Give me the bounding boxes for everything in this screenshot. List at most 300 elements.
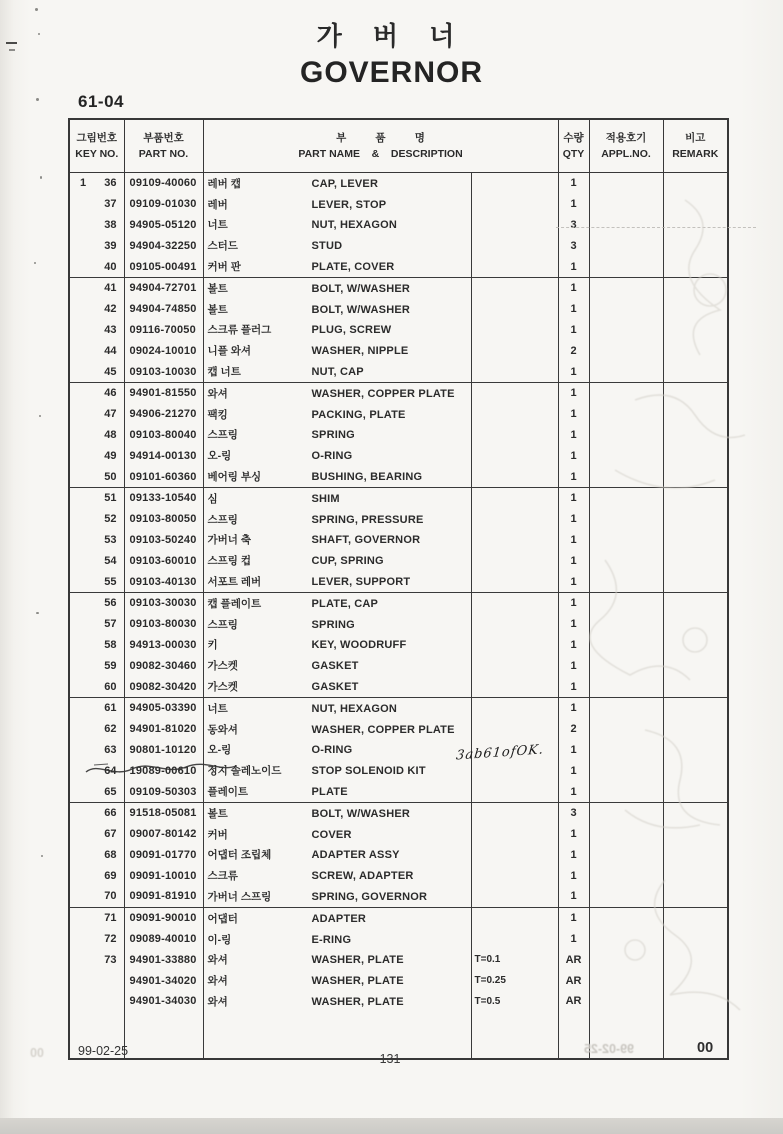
part-name-korean: 어댑터 조립체 [207,849,272,862]
part-name-korean: 스프링 컵 [207,555,251,568]
key-no: 52 [104,513,117,526]
key-no: 72 [104,933,117,946]
part-name-english: CUP, SPRING [311,555,384,568]
key-no: 47 [104,408,117,421]
part-no-cell: 09133-10540 [124,487,203,508]
remark-cell [663,760,728,781]
bleed-through-date: 99-02-25 [584,1042,635,1056]
key-no: 60 [104,680,117,693]
part-name-english: WASHER, COPPER PLATE [311,723,455,736]
spec-cell [471,215,558,236]
part-name-english: WASHER, NIPPLE [311,345,409,358]
spec-cell [471,530,558,551]
part-name-cell [203,509,471,530]
table-row [69,215,728,236]
spec-cell: T=0.1 [471,949,558,970]
part-no-cell: 09109-01030 [124,194,203,215]
key-no: 51 [104,492,117,505]
remark-cell [663,277,728,298]
key-no-cell [69,530,124,551]
qty-cell: 1 [558,760,589,781]
spec-cell [471,824,558,845]
table-row [69,173,728,194]
spec-cell [471,445,558,466]
part-name-cell [203,676,471,697]
part-name-english: PLATE, COVER [311,261,395,274]
parts-table [68,118,729,1060]
part-no-cell: 90801-10120 [124,740,203,761]
qty-cell: 1 [558,299,589,320]
key-no-cell [69,361,124,382]
key-no: 41 [104,282,117,295]
part-name-korean: 가스켓 [207,660,238,673]
part-name-korean: 동와셔 [207,723,238,736]
part-no-cell: 94914-00130 [124,445,203,466]
part-name-english: BOLT, W/WASHER [311,282,411,295]
part-name-english: KEY, WOODRUFF [311,639,407,652]
table-row [69,970,728,991]
key-no-cell [69,907,124,928]
scan-speck [38,33,40,35]
table-row [69,299,728,320]
scan-speck [36,612,39,614]
part-no-cell: 94905-03390 [124,697,203,718]
remark-cell [663,404,728,425]
part-name-cell [203,466,471,487]
key-no-cell [69,991,124,1012]
qty-cell: 1 [558,865,589,886]
key-no: 61 [104,702,117,715]
table-row [69,550,728,571]
part-name-cell [203,929,471,950]
part-name-cell [203,425,471,446]
qty-cell: 1 [558,466,589,487]
part-name-cell [203,382,471,403]
part-name-english: BOLT, W/WASHER [311,807,411,820]
key-no-cell [69,740,124,761]
parts-table-body [69,173,728,1012]
key-no: 55 [104,575,117,588]
part-no-cell: 94904-72701 [124,277,203,298]
appl-no-cell [589,760,663,781]
appl-no-cell [589,949,663,970]
appl-no-cell [589,215,663,236]
key-no-cell [69,949,124,970]
part-name-korean: 와셔 [207,954,228,967]
spec-cell [471,256,558,277]
part-name-english: NUT, HEXAGON [311,702,398,715]
spec-cell [471,614,558,635]
parts-table-header [69,119,728,173]
key-no: 39 [104,239,117,252]
table-row [69,425,728,446]
remark-cell [663,592,728,613]
appl-no-cell [589,802,663,823]
part-name-english: O-RING [311,744,353,757]
header-appl-no: 적용호기 APPL.NO. [589,119,663,173]
scan-speck [36,98,39,101]
part-name-cell [203,886,471,907]
key-no-cell [69,215,124,236]
part-no-cell: 91518-05081 [124,802,203,823]
part-name-cell [203,235,471,256]
appl-no-cell [589,509,663,530]
key-no-cell [69,886,124,907]
remark-cell [663,719,728,740]
part-name-english: NUT, CAP [311,366,364,379]
table-row [69,487,728,508]
part-name-korean: 볼트 [207,807,228,820]
part-name-korean: 서포트 레버 [207,576,262,589]
table-row [69,781,728,802]
appl-no-cell [589,571,663,592]
part-no-cell: 94904-32250 [124,235,203,256]
qty-cell: 1 [558,487,589,508]
key-no-cell [69,824,124,845]
part-name-korean: 레버 캡 [207,177,241,190]
part-no-cell: 94901-81020 [124,719,203,740]
key-no: 59 [104,659,117,672]
qty-cell: 1 [558,530,589,551]
part-name-cell [203,991,471,1012]
remark-cell [663,361,728,382]
key-no-cell [69,592,124,613]
scan-speck [41,855,43,857]
remark-cell [663,886,728,907]
key-no: 50 [104,470,117,483]
part-no-cell: 09091-10010 [124,865,203,886]
part-name-korean: 커버 판 [207,261,241,274]
key-no: 37 [104,198,117,211]
qty-cell: 1 [558,824,589,845]
appl-no-cell [589,530,663,551]
qty-cell: 1 [558,845,589,866]
spec-cell [471,235,558,256]
table-row [69,466,728,487]
part-name-korean: 가스켓 [207,681,238,694]
part-no-cell: 94905-05120 [124,215,203,236]
table-row [69,277,728,298]
part-name-english: SPRING, PRESSURE [311,513,424,526]
part-name-english: STOP SOLENOID KIT [311,765,426,778]
part-name-english: COVER [311,828,352,841]
remark-cell [663,655,728,676]
spec-cell [471,487,558,508]
part-no-cell: 09103-30030 [124,592,203,613]
part-name-korean: 가버너 스프링 [207,890,272,903]
part-name-english: BOLT, W/WASHER [311,303,411,316]
table-row [69,740,728,761]
qty-cell: 1 [558,404,589,425]
part-name-korean: 스터드 [207,240,238,253]
key-no-cell [69,929,124,950]
appl-no-cell [589,361,663,382]
header-qty: 수량 QTY [558,119,589,173]
spec-cell [471,320,558,341]
part-name-cell [203,740,471,761]
key-no: 46 [104,387,117,400]
key-no-cell [69,845,124,866]
table-row [69,929,728,950]
part-name-cell [203,760,471,781]
part-name-cell [203,340,471,361]
qty-cell: 1 [558,655,589,676]
part-name-korean: 가버너 축 [207,534,251,547]
remark-cell [663,740,728,761]
qty-cell: 1 [558,425,589,446]
header-key-no: 그림번호 KEY NO. [69,119,124,173]
key-no: 44 [104,344,117,357]
appl-no-cell [589,614,663,635]
appl-no-cell [589,404,663,425]
part-name-korean: 오-링 [207,744,232,757]
spec-cell [471,592,558,613]
spec-cell [471,277,558,298]
part-name-cell [203,530,471,551]
part-no-cell: 94901-81550 [124,382,203,403]
scan-speck [39,415,41,417]
part-name-cell [203,970,471,991]
key-no: 45 [104,365,117,378]
header-part-name-description: 부 품 명 PART NAME & DESCRIPTION [203,119,558,173]
part-no-cell: 09082-30460 [124,655,203,676]
key-no: 57 [104,618,117,631]
remark-cell [663,530,728,551]
key-no-cell [69,277,124,298]
part-name-korean: 너트 [207,702,228,715]
key-no-cell [69,802,124,823]
part-name-cell [203,320,471,341]
qty-cell: 1 [558,320,589,341]
part-name-english: SPRING, GOVERNOR [311,890,428,903]
qty-cell: 1 [558,277,589,298]
part-name-english: BUSHING, BEARING [311,471,423,484]
spec-cell [471,635,558,656]
appl-no-cell [589,886,663,907]
key-no: 54 [104,554,117,567]
key-no: 48 [104,428,117,441]
key-no-cell [69,194,124,215]
part-name-cell [203,194,471,215]
part-name-korean: 캡 너트 [207,366,241,379]
part-name-english: O-RING [311,450,353,463]
revision-number: 00 [697,1040,714,1056]
appl-no-cell [589,865,663,886]
part-name-english: WASHER, COPPER PLATE [311,387,455,400]
part-no-cell: 09091-01770 [124,845,203,866]
qty-cell: 2 [558,719,589,740]
key-no-cell [69,299,124,320]
remark-cell [663,970,728,991]
table-row [69,571,728,592]
spec-cell [471,571,558,592]
remark-cell [663,781,728,802]
key-no: 65 [104,785,117,798]
key-no-cell [69,340,124,361]
part-no-cell: 09101-60360 [124,466,203,487]
part-name-english: CAP, LEVER [311,177,379,190]
key-no-cell [69,655,124,676]
part-name-cell [203,635,471,656]
part-name-english: NUT, HEXAGON [311,219,398,232]
part-name-english: PACKING, PLATE [311,408,406,421]
key-no-cell [69,571,124,592]
remark-cell [663,802,728,823]
spec-cell: T=0.5 [471,991,558,1012]
part-name-korean: 볼트 [207,282,228,295]
part-name-korean: 키 [207,639,218,652]
part-name-korean: 심 [207,492,218,505]
spec-cell [471,676,558,697]
appl-no-cell [589,740,663,761]
table-row [69,445,728,466]
part-name-cell [203,865,471,886]
key-no-cell [69,235,124,256]
part-name-english: PLATE [311,786,348,798]
qty-cell: 1 [558,635,589,656]
part-name-korean: 와셔 [207,387,228,400]
qty-cell: 1 [558,907,589,928]
appl-no-cell [589,824,663,845]
qty-cell: 1 [558,697,589,718]
scan-speck [35,8,38,11]
remark-cell [663,845,728,866]
remark-cell [663,697,728,718]
table-row [69,719,728,740]
part-name-cell [203,592,471,613]
part-name-korean: 와셔 [207,975,228,988]
part-no-cell: 09103-80040 [124,425,203,446]
appl-no-cell [589,907,663,928]
key-no: 56 [104,597,117,610]
footer-date: 99-02-25 [78,1044,129,1058]
scan-mark [6,42,17,44]
appl-no-cell [589,845,663,866]
spec-cell [471,299,558,320]
part-name-korean: 와셔 [207,995,228,1008]
part-name-cell [203,907,471,928]
section-code: 61-04 [78,92,124,111]
key-no-cell [69,320,124,341]
spec-cell [471,929,558,950]
appl-no-cell [589,320,663,341]
spec-cell [471,340,558,361]
part-no-cell: 19089-00610 [124,760,203,781]
spec-cell [471,865,558,886]
part-name-korean: 스크류 [207,870,238,883]
part-name-cell [203,824,471,845]
key-no-cell [69,676,124,697]
table-row [69,235,728,256]
scan-speck [34,262,36,264]
appl-no-cell [589,697,663,718]
part-name-korean: 정지 솔레노이드 [207,765,282,778]
key-no: 70 [104,890,117,903]
appl-no-cell [589,991,663,1012]
part-name-english: LEVER, SUPPORT [311,576,411,589]
part-no-cell: 94906-21270 [124,404,203,425]
appl-no-cell [589,655,663,676]
key-no-cell [69,404,124,425]
part-name-english: WASHER, PLATE [311,954,404,967]
appl-no-cell [589,299,663,320]
table-row [69,886,728,907]
part-name-english: SHAFT, GOVERNOR [311,534,421,547]
part-no-cell: 94901-34030 [124,991,203,1012]
title-block [0,16,783,90]
part-name-cell [203,404,471,425]
remark-cell [663,425,728,446]
appl-no-cell [589,382,663,403]
key-no: 62 [104,723,117,736]
scan-mark [9,49,15,51]
part-name-english: SHIM [311,492,340,505]
key-no-cell [69,760,124,781]
part-name-korean: 플레이트 [207,786,249,798]
table-row [69,530,728,551]
remark-cell [663,466,728,487]
part-name-english: SPRING [311,429,355,442]
key-no: 40 [104,260,117,273]
key-no-cell [69,445,124,466]
part-name-cell [203,215,471,236]
qty-cell: 1 [558,382,589,403]
part-no-cell: 09103-60010 [124,550,203,571]
key-no-cell [69,614,124,635]
table-row [69,676,728,697]
table-row [69,382,728,403]
spec-cell [471,719,558,740]
key-no: 64 [104,764,117,777]
remark-cell [663,550,728,571]
key-no-cell [69,256,124,277]
part-no-cell: 09007-80142 [124,824,203,845]
spec-cell [471,886,558,907]
table-row [69,340,728,361]
remark-cell [663,235,728,256]
remark-cell [663,256,728,277]
table-row [69,845,728,866]
key-no: 43 [104,323,117,336]
part-name-cell [203,655,471,676]
part-no-cell: 09103-50240 [124,530,203,551]
qty-cell: 1 [558,614,589,635]
bleed-through-revision: 00 [30,1046,44,1060]
part-name-korean: 커버 [207,828,228,841]
table-row [69,991,728,1012]
spec-cell [471,907,558,928]
spec-cell [471,781,558,802]
part-no-cell: 09091-81910 [124,886,203,907]
key-no: 58 [104,638,117,651]
table-row [69,509,728,530]
appl-no-cell [589,550,663,571]
remark-cell [663,215,728,236]
qty-cell: 3 [558,215,589,236]
remark-cell [663,194,728,215]
key-no: 49 [104,449,117,462]
key-no: 63 [104,743,117,756]
appl-no-cell [589,676,663,697]
part-name-korean: 이-링 [207,933,232,946]
part-no-cell: 94913-00030 [124,635,203,656]
key-no: 36 [104,177,117,190]
part-no-cell: 94901-33880 [124,949,203,970]
part-name-english: LEVER, STOP [311,198,387,211]
spec-cell [471,466,558,487]
spec-cell [471,404,558,425]
handwritten-note: 3ab61ofOK. [455,742,545,764]
